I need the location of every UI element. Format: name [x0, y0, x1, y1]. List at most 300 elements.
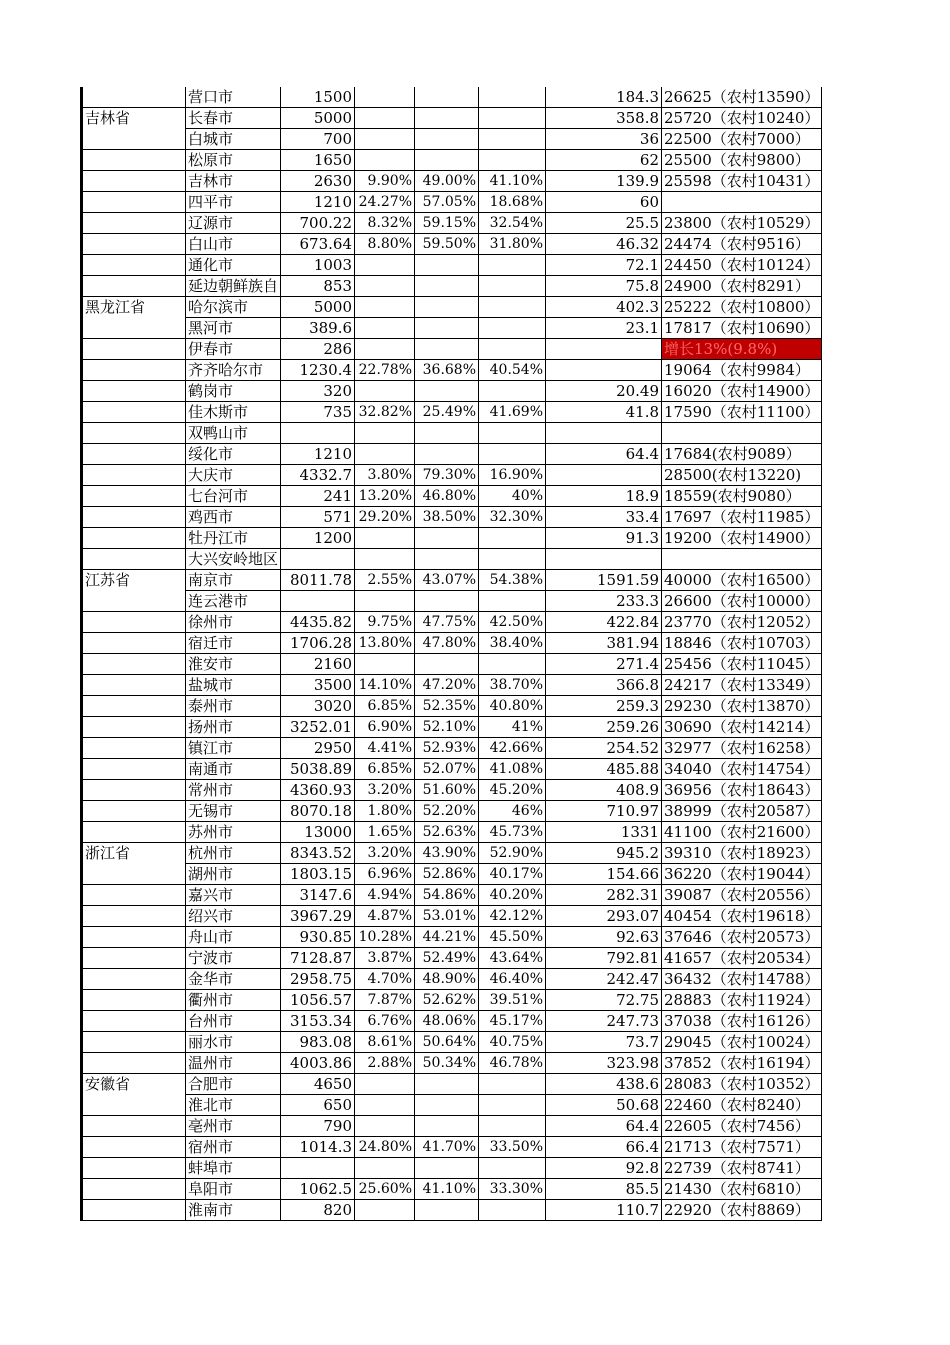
value-cell[interactable]: 92.63	[546, 927, 662, 948]
province-cell[interactable]	[82, 654, 186, 675]
tertiary-industry-cell[interactable]: 45.20%	[479, 780, 546, 801]
value-cell[interactable]: 381.94	[546, 633, 662, 654]
secondary-industry-cell[interactable]: 51.60%	[415, 780, 479, 801]
city-cell[interactable]: 湖州市	[186, 864, 281, 885]
value-cell[interactable]: 85.5	[546, 1179, 662, 1200]
income-cell[interactable]: 25456（农村11045）	[662, 654, 822, 675]
secondary-industry-cell[interactable]	[415, 276, 479, 297]
secondary-industry-cell[interactable]: 52.49%	[415, 948, 479, 969]
primary-industry-cell[interactable]: 4.70%	[355, 969, 415, 990]
secondary-industry-cell[interactable]: 59.15%	[415, 213, 479, 234]
primary-industry-cell[interactable]	[355, 528, 415, 549]
secondary-industry-cell[interactable]: 47.20%	[415, 675, 479, 696]
population-cell[interactable]: 4435.82	[281, 612, 355, 633]
income-cell[interactable]: 22460（农村8240）	[662, 1095, 822, 1116]
primary-industry-cell[interactable]: 1.80%	[355, 801, 415, 822]
value-cell[interactable]: 259.3	[546, 696, 662, 717]
primary-industry-cell[interactable]: 4.94%	[355, 885, 415, 906]
income-cell[interactable]: 24217（农村13349）	[662, 675, 822, 696]
province-cell[interactable]	[82, 1011, 186, 1032]
population-cell[interactable]: 3967.29	[281, 906, 355, 927]
value-cell[interactable]	[546, 465, 662, 486]
city-cell[interactable]: 宿州市	[186, 1137, 281, 1158]
tertiary-industry-cell[interactable]	[479, 423, 546, 444]
province-cell[interactable]	[82, 276, 186, 297]
secondary-industry-cell[interactable]: 47.75%	[415, 612, 479, 633]
city-cell[interactable]: 哈尔滨市	[186, 297, 281, 318]
income-cell[interactable]: 增长13%(9.8%)	[662, 339, 822, 360]
city-cell[interactable]: 宁波市	[186, 948, 281, 969]
city-cell[interactable]: 徐州市	[186, 612, 281, 633]
population-cell[interactable]: 4332.7	[281, 465, 355, 486]
value-cell[interactable]: 485.88	[546, 759, 662, 780]
province-cell[interactable]	[82, 759, 186, 780]
primary-industry-cell[interactable]	[355, 1074, 415, 1095]
population-cell[interactable]: 4360.93	[281, 780, 355, 801]
population-cell[interactable]: 1210	[281, 444, 355, 465]
primary-industry-cell[interactable]: 9.90%	[355, 171, 415, 192]
province-cell[interactable]	[82, 948, 186, 969]
population-cell[interactable]: 820	[281, 1200, 355, 1221]
city-cell[interactable]: 盐城市	[186, 675, 281, 696]
province-cell[interactable]	[82, 486, 186, 507]
value-cell[interactable]: 247.73	[546, 1011, 662, 1032]
city-cell[interactable]: 无锡市	[186, 801, 281, 822]
primary-industry-cell[interactable]: 8.61%	[355, 1032, 415, 1053]
value-cell[interactable]	[546, 423, 662, 444]
city-cell[interactable]: 阜阳市	[186, 1179, 281, 1200]
population-cell[interactable]	[281, 549, 355, 570]
city-cell[interactable]: 绍兴市	[186, 906, 281, 927]
tertiary-industry-cell[interactable]: 31.80%	[479, 234, 546, 255]
secondary-industry-cell[interactable]	[415, 1158, 479, 1179]
city-cell[interactable]: 南通市	[186, 759, 281, 780]
income-cell[interactable]: 18846（农村10703）	[662, 633, 822, 654]
population-cell[interactable]: 3153.34	[281, 1011, 355, 1032]
population-cell[interactable]: 930.85	[281, 927, 355, 948]
secondary-industry-cell[interactable]	[415, 549, 479, 570]
province-cell[interactable]	[82, 339, 186, 360]
secondary-industry-cell[interactable]	[415, 1095, 479, 1116]
primary-industry-cell[interactable]: 8.80%	[355, 234, 415, 255]
city-cell[interactable]: 杭州市	[186, 843, 281, 864]
tertiary-industry-cell[interactable]	[479, 1095, 546, 1116]
province-cell[interactable]	[82, 129, 186, 150]
province-cell[interactable]	[82, 150, 186, 171]
population-cell[interactable]: 650	[281, 1095, 355, 1116]
income-cell[interactable]: 23770（农村12052）	[662, 612, 822, 633]
value-cell[interactable]: 73.7	[546, 1032, 662, 1053]
province-cell[interactable]	[82, 1158, 186, 1179]
tertiary-industry-cell[interactable]	[479, 591, 546, 612]
income-cell[interactable]: 40000（农村16500）	[662, 570, 822, 591]
primary-industry-cell[interactable]	[355, 549, 415, 570]
secondary-industry-cell[interactable]	[415, 423, 479, 444]
population-cell[interactable]: 853	[281, 276, 355, 297]
population-cell[interactable]	[281, 1158, 355, 1179]
population-cell[interactable]: 3147.6	[281, 885, 355, 906]
city-cell[interactable]: 鹤岗市	[186, 381, 281, 402]
tertiary-industry-cell[interactable]: 46.78%	[479, 1053, 546, 1074]
population-cell[interactable]: 8343.52	[281, 843, 355, 864]
tertiary-industry-cell[interactable]	[479, 654, 546, 675]
tertiary-industry-cell[interactable]	[479, 1200, 546, 1221]
value-cell[interactable]: 366.8	[546, 675, 662, 696]
primary-industry-cell[interactable]: 24.27%	[355, 192, 415, 213]
tertiary-industry-cell[interactable]: 32.30%	[479, 507, 546, 528]
value-cell[interactable]: 75.8	[546, 276, 662, 297]
population-cell[interactable]: 5038.89	[281, 759, 355, 780]
city-cell[interactable]: 黑河市	[186, 318, 281, 339]
tertiary-industry-cell[interactable]: 40.20%	[479, 885, 546, 906]
tertiary-industry-cell[interactable]: 33.30%	[479, 1179, 546, 1200]
city-cell[interactable]: 四平市	[186, 192, 281, 213]
secondary-industry-cell[interactable]	[415, 1074, 479, 1095]
primary-industry-cell[interactable]: 2.88%	[355, 1053, 415, 1074]
province-cell[interactable]	[82, 822, 186, 843]
population-cell[interactable]: 3020	[281, 696, 355, 717]
secondary-industry-cell[interactable]	[415, 381, 479, 402]
city-cell[interactable]: 通化市	[186, 255, 281, 276]
primary-industry-cell[interactable]	[355, 339, 415, 360]
province-cell[interactable]	[82, 507, 186, 528]
primary-industry-cell[interactable]: 13.80%	[355, 633, 415, 654]
secondary-industry-cell[interactable]: 50.64%	[415, 1032, 479, 1053]
primary-industry-cell[interactable]	[355, 381, 415, 402]
income-cell[interactable]: 18559(农村9080）	[662, 486, 822, 507]
province-cell[interactable]	[82, 675, 186, 696]
population-cell[interactable]: 7128.87	[281, 948, 355, 969]
primary-industry-cell[interactable]	[355, 297, 415, 318]
city-cell[interactable]: 吉林市	[186, 171, 281, 192]
city-cell[interactable]: 淮南市	[186, 1200, 281, 1221]
province-cell[interactable]	[82, 696, 186, 717]
secondary-industry-cell[interactable]	[415, 108, 479, 129]
tertiary-industry-cell[interactable]	[479, 1074, 546, 1095]
secondary-industry-cell[interactable]: 52.86%	[415, 864, 479, 885]
population-cell[interactable]: 1062.5	[281, 1179, 355, 1200]
city-cell[interactable]: 蚌埠市	[186, 1158, 281, 1179]
income-cell[interactable]: 17684(农村9089）	[662, 444, 822, 465]
secondary-industry-cell[interactable]: 52.93%	[415, 738, 479, 759]
tertiary-industry-cell[interactable]: 45.17%	[479, 1011, 546, 1032]
secondary-industry-cell[interactable]: 36.68%	[415, 360, 479, 381]
secondary-industry-cell[interactable]: 48.06%	[415, 1011, 479, 1032]
province-cell[interactable]	[82, 1053, 186, 1074]
value-cell[interactable]: 271.4	[546, 654, 662, 675]
income-cell[interactable]: 28883（农村11924）	[662, 990, 822, 1011]
secondary-industry-cell[interactable]	[415, 129, 479, 150]
primary-industry-cell[interactable]: 6.85%	[355, 696, 415, 717]
income-cell[interactable]: 22739（农村8741）	[662, 1158, 822, 1179]
income-cell[interactable]: 39087（农村20556）	[662, 885, 822, 906]
province-cell[interactable]	[82, 612, 186, 633]
income-cell[interactable]	[662, 549, 822, 570]
value-cell[interactable]: 293.07	[546, 906, 662, 927]
tertiary-industry-cell[interactable]	[479, 255, 546, 276]
value-cell[interactable]: 233.3	[546, 591, 662, 612]
income-cell[interactable]: 28500(农村13220)	[662, 465, 822, 486]
income-cell[interactable]: 24450（农村10124）	[662, 255, 822, 276]
value-cell[interactable]: 438.6	[546, 1074, 662, 1095]
province-cell[interactable]	[82, 864, 186, 885]
income-cell[interactable]	[662, 423, 822, 444]
tertiary-industry-cell[interactable]	[479, 276, 546, 297]
primary-industry-cell[interactable]: 29.20%	[355, 507, 415, 528]
tertiary-industry-cell[interactable]: 40%	[479, 486, 546, 507]
tertiary-industry-cell[interactable]: 38.40%	[479, 633, 546, 654]
tertiary-industry-cell[interactable]: 32.54%	[479, 213, 546, 234]
income-cell[interactable]: 17817（农村10690）	[662, 318, 822, 339]
city-cell[interactable]: 白山市	[186, 234, 281, 255]
income-cell[interactable]: 26600（农村10000）	[662, 591, 822, 612]
income-cell[interactable]: 36220（农村19044）	[662, 864, 822, 885]
secondary-industry-cell[interactable]: 43.90%	[415, 843, 479, 864]
primary-industry-cell[interactable]: 3.20%	[355, 843, 415, 864]
value-cell[interactable]: 25.5	[546, 213, 662, 234]
secondary-industry-cell[interactable]: 47.80%	[415, 633, 479, 654]
income-cell[interactable]: 22920（农村8869）	[662, 1200, 822, 1221]
primary-industry-cell[interactable]: 2.55%	[355, 570, 415, 591]
province-cell[interactable]	[82, 213, 186, 234]
value-cell[interactable]: 282.31	[546, 885, 662, 906]
primary-industry-cell[interactable]: 6.85%	[355, 759, 415, 780]
city-cell[interactable]: 延边朝鲜族自	[186, 276, 281, 297]
secondary-industry-cell[interactable]	[415, 591, 479, 612]
city-cell[interactable]: 伊春市	[186, 339, 281, 360]
secondary-industry-cell[interactable]: 43.07%	[415, 570, 479, 591]
province-cell[interactable]	[82, 423, 186, 444]
income-cell[interactable]: 25598（农村10431）	[662, 171, 822, 192]
value-cell[interactable]: 18.9	[546, 486, 662, 507]
province-cell[interactable]	[82, 780, 186, 801]
value-cell[interactable]: 259.26	[546, 717, 662, 738]
secondary-industry-cell[interactable]: 46.80%	[415, 486, 479, 507]
value-cell[interactable]: 62	[546, 150, 662, 171]
province-cell[interactable]	[82, 444, 186, 465]
city-cell[interactable]: 合肥市	[186, 1074, 281, 1095]
province-cell[interactable]	[82, 906, 186, 927]
tertiary-industry-cell[interactable]: 42.50%	[479, 612, 546, 633]
province-cell[interactable]	[82, 801, 186, 822]
value-cell[interactable]: 33.4	[546, 507, 662, 528]
tertiary-industry-cell[interactable]: 40.80%	[479, 696, 546, 717]
value-cell[interactable]: 23.1	[546, 318, 662, 339]
province-cell[interactable]	[82, 591, 186, 612]
value-cell[interactable]: 945.2	[546, 843, 662, 864]
value-cell[interactable]: 1331	[546, 822, 662, 843]
city-cell[interactable]: 营口市	[186, 87, 281, 108]
province-cell[interactable]	[82, 549, 186, 570]
city-cell[interactable]: 舟山市	[186, 927, 281, 948]
population-cell[interactable]: 1200	[281, 528, 355, 549]
tertiary-industry-cell[interactable]: 40.54%	[479, 360, 546, 381]
tertiary-industry-cell[interactable]: 41.08%	[479, 759, 546, 780]
income-cell[interactable]: 19200（农村14900）	[662, 528, 822, 549]
tertiary-industry-cell[interactable]: 52.90%	[479, 843, 546, 864]
province-cell[interactable]	[82, 990, 186, 1011]
population-cell[interactable]: 3500	[281, 675, 355, 696]
value-cell[interactable]: 50.68	[546, 1095, 662, 1116]
value-cell[interactable]	[546, 360, 662, 381]
secondary-industry-cell[interactable]: 52.10%	[415, 717, 479, 738]
primary-industry-cell[interactable]: 10.28%	[355, 927, 415, 948]
city-cell[interactable]: 扬州市	[186, 717, 281, 738]
population-cell[interactable]: 4650	[281, 1074, 355, 1095]
primary-industry-cell[interactable]	[355, 591, 415, 612]
population-cell[interactable]: 571	[281, 507, 355, 528]
primary-industry-cell[interactable]: 9.75%	[355, 612, 415, 633]
province-cell[interactable]: 吉林省	[82, 108, 186, 129]
income-cell[interactable]: 19064（农村9984）	[662, 360, 822, 381]
primary-industry-cell[interactable]: 4.41%	[355, 738, 415, 759]
value-cell[interactable]: 60	[546, 192, 662, 213]
secondary-industry-cell[interactable]: 52.62%	[415, 990, 479, 1011]
value-cell[interactable]	[546, 339, 662, 360]
tertiary-industry-cell[interactable]: 54.38%	[479, 570, 546, 591]
city-cell[interactable]: 白城市	[186, 129, 281, 150]
city-cell[interactable]: 七台河市	[186, 486, 281, 507]
value-cell[interactable]: 66.4	[546, 1137, 662, 1158]
tertiary-industry-cell[interactable]: 45.50%	[479, 927, 546, 948]
city-cell[interactable]: 亳州市	[186, 1116, 281, 1137]
value-cell[interactable]: 91.3	[546, 528, 662, 549]
value-cell[interactable]: 72.75	[546, 990, 662, 1011]
tertiary-industry-cell[interactable]	[479, 318, 546, 339]
secondary-industry-cell[interactable]: 41.70%	[415, 1137, 479, 1158]
city-cell[interactable]: 连云港市	[186, 591, 281, 612]
tertiary-industry-cell[interactable]	[479, 129, 546, 150]
province-cell[interactable]: 浙江省	[82, 843, 186, 864]
value-cell[interactable]: 408.9	[546, 780, 662, 801]
province-cell[interactable]	[82, 1116, 186, 1137]
province-cell[interactable]: 江苏省	[82, 570, 186, 591]
value-cell[interactable]: 46.32	[546, 234, 662, 255]
secondary-industry-cell[interactable]	[415, 87, 479, 108]
secondary-industry-cell[interactable]: 53.01%	[415, 906, 479, 927]
tertiary-industry-cell[interactable]: 41.69%	[479, 402, 546, 423]
income-cell[interactable]: 21430（农村6810）	[662, 1179, 822, 1200]
province-cell[interactable]	[82, 381, 186, 402]
population-cell[interactable]	[281, 423, 355, 444]
tertiary-industry-cell[interactable]: 18.68%	[479, 192, 546, 213]
city-cell[interactable]: 丽水市	[186, 1032, 281, 1053]
population-cell[interactable]: 241	[281, 486, 355, 507]
income-cell[interactable]: 17697（农村11985）	[662, 507, 822, 528]
secondary-industry-cell[interactable]	[415, 528, 479, 549]
tertiary-industry-cell[interactable]: 41.10%	[479, 171, 546, 192]
primary-industry-cell[interactable]	[355, 1158, 415, 1179]
value-cell[interactable]: 184.3	[546, 87, 662, 108]
secondary-industry-cell[interactable]: 52.07%	[415, 759, 479, 780]
province-cell[interactable]: 黑龙江省	[82, 297, 186, 318]
city-cell[interactable]: 绥化市	[186, 444, 281, 465]
province-cell[interactable]	[82, 927, 186, 948]
secondary-industry-cell[interactable]	[415, 1200, 479, 1221]
population-cell[interactable]: 4003.86	[281, 1053, 355, 1074]
city-cell[interactable]: 双鸭山市	[186, 423, 281, 444]
tertiary-industry-cell[interactable]: 41%	[479, 717, 546, 738]
income-cell[interactable]: 40454（农村19618）	[662, 906, 822, 927]
primary-industry-cell[interactable]: 13.20%	[355, 486, 415, 507]
income-cell[interactable]: 17590（农村11100）	[662, 402, 822, 423]
population-cell[interactable]: 13000	[281, 822, 355, 843]
tertiary-industry-cell[interactable]: 43.64%	[479, 948, 546, 969]
tertiary-industry-cell[interactable]: 42.66%	[479, 738, 546, 759]
population-cell[interactable]: 1803.15	[281, 864, 355, 885]
province-cell[interactable]	[82, 528, 186, 549]
tertiary-industry-cell[interactable]	[479, 339, 546, 360]
city-cell[interactable]: 温州市	[186, 1053, 281, 1074]
primary-industry-cell[interactable]	[355, 129, 415, 150]
value-cell[interactable]: 41.8	[546, 402, 662, 423]
population-cell[interactable]: 983.08	[281, 1032, 355, 1053]
province-cell[interactable]	[82, 234, 186, 255]
population-cell[interactable]: 700	[281, 129, 355, 150]
secondary-industry-cell[interactable]	[415, 297, 479, 318]
province-cell[interactable]	[82, 1137, 186, 1158]
population-cell[interactable]: 2630	[281, 171, 355, 192]
primary-industry-cell[interactable]: 14.10%	[355, 675, 415, 696]
primary-industry-cell[interactable]: 3.20%	[355, 780, 415, 801]
secondary-industry-cell[interactable]: 25.49%	[415, 402, 479, 423]
value-cell[interactable]: 36	[546, 129, 662, 150]
value-cell[interactable]: 64.4	[546, 1116, 662, 1137]
secondary-industry-cell[interactable]: 59.50%	[415, 234, 479, 255]
city-cell[interactable]: 常州市	[186, 780, 281, 801]
income-cell[interactable]: 22605（农村7456）	[662, 1116, 822, 1137]
secondary-industry-cell[interactable]: 52.35%	[415, 696, 479, 717]
city-cell[interactable]: 淮北市	[186, 1095, 281, 1116]
primary-industry-cell[interactable]: 25.60%	[355, 1179, 415, 1200]
province-cell[interactable]	[82, 717, 186, 738]
tertiary-industry-cell[interactable]	[479, 1116, 546, 1137]
population-cell[interactable]: 3252.01	[281, 717, 355, 738]
income-cell[interactable]: 36956（农村18643）	[662, 780, 822, 801]
province-cell[interactable]	[82, 360, 186, 381]
income-cell[interactable]: 32977（农村16258）	[662, 738, 822, 759]
city-cell[interactable]: 鸡西市	[186, 507, 281, 528]
population-cell[interactable]: 1003	[281, 255, 355, 276]
tertiary-industry-cell[interactable]: 45.73%	[479, 822, 546, 843]
population-cell[interactable]: 1650	[281, 150, 355, 171]
primary-industry-cell[interactable]	[355, 276, 415, 297]
tertiary-industry-cell[interactable]	[479, 297, 546, 318]
primary-industry-cell[interactable]	[355, 150, 415, 171]
population-cell[interactable]: 1500	[281, 87, 355, 108]
population-cell[interactable]: 673.64	[281, 234, 355, 255]
population-cell[interactable]: 8070.18	[281, 801, 355, 822]
primary-industry-cell[interactable]	[355, 1116, 415, 1137]
province-cell[interactable]	[82, 87, 186, 108]
tertiary-industry-cell[interactable]: 16.90%	[479, 465, 546, 486]
value-cell[interactable]: 1591.59	[546, 570, 662, 591]
population-cell[interactable]: 1056.57	[281, 990, 355, 1011]
value-cell[interactable]: 92.8	[546, 1158, 662, 1179]
primary-industry-cell[interactable]: 1.65%	[355, 822, 415, 843]
primary-industry-cell[interactable]: 3.87%	[355, 948, 415, 969]
tertiary-industry-cell[interactable]: 42.12%	[479, 906, 546, 927]
primary-industry-cell[interactable]	[355, 1200, 415, 1221]
primary-industry-cell[interactable]	[355, 654, 415, 675]
city-cell[interactable]: 衢州市	[186, 990, 281, 1011]
income-cell[interactable]: 23800（农村10529）	[662, 213, 822, 234]
value-cell[interactable]: 323.98	[546, 1053, 662, 1074]
province-cell[interactable]	[82, 633, 186, 654]
primary-industry-cell[interactable]: 7.87%	[355, 990, 415, 1011]
value-cell[interactable]: 64.4	[546, 444, 662, 465]
primary-industry-cell[interactable]	[355, 108, 415, 129]
